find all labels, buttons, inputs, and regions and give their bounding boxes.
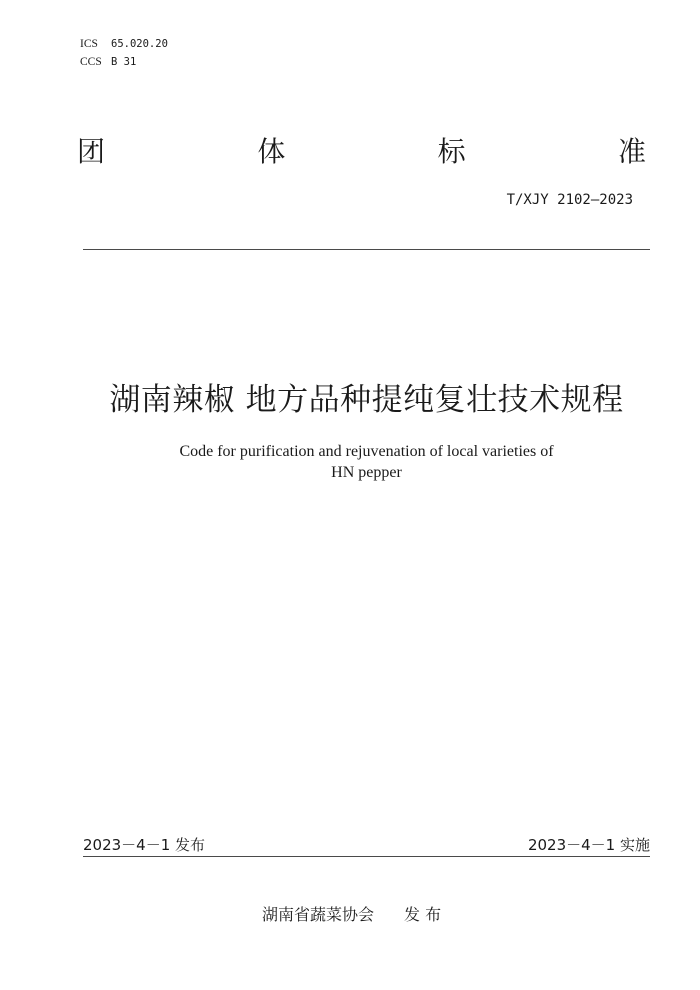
chinese-title: 湖南辣椒 地方品种提纯复壮技术规程 [109,382,624,418]
bottom-divider [83,856,650,857]
standard-type-char: 准 [617,135,646,168]
implementation-date: 2023－4－1 实施 [527,836,650,854]
ccs-line [80,53,136,67]
standard-number: T/XJY 2102—2023 [506,192,633,208]
publisher-line [262,905,441,925]
standard-type-char: 团 [77,135,106,168]
standard-type-heading [77,136,646,168]
ics-label: ICS [80,38,98,50]
top-divider [83,249,650,250]
standard-type-char: 标 [437,135,466,168]
publish-label: 发 布 [404,905,442,924]
ccs-label: CCS [80,56,102,68]
ics-code: 65.020.20 [111,38,168,50]
ccs-code: B 31 [111,56,137,68]
ics-line [80,35,168,49]
standard-type-char: 体 [257,135,286,168]
issue-date: 2023－4－1 发布 [83,836,206,854]
english-title-line-2: HN pepper [331,464,402,481]
publisher-name: 湖南省蔬菜协会 [262,905,375,924]
english-title-line-1: Code for purification and rejuvenation of local varieties of [179,443,554,460]
